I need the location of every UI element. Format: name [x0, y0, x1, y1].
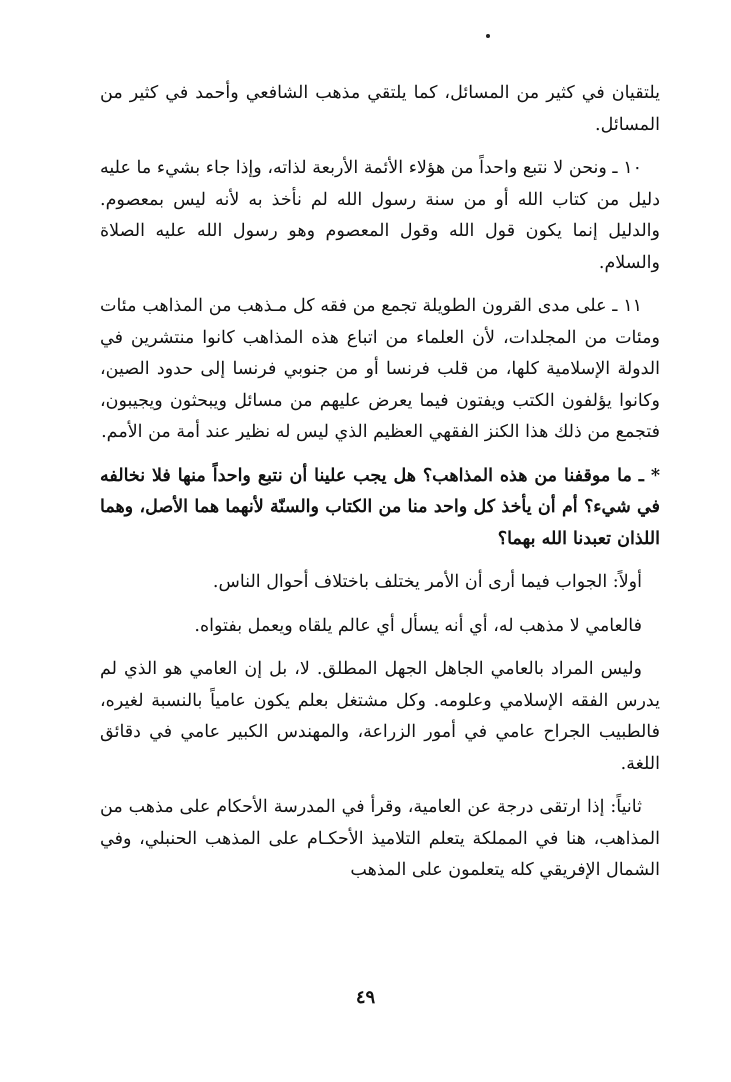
top-dot-mark: [486, 34, 490, 38]
page-number: ٤٩: [355, 987, 376, 1008]
page-body: [100, 78, 660, 899]
paragraph-continuation: يلتقيان في كثير من المسائل، كما يلتقي مذهب الشافعي وأحمد في كثير من المسائل.: [100, 83, 660, 135]
paragraph-question: * ـ ما موقفنا من هذه المذاهب؟ هل يجب علينا أن نتبع واحداً منها فلا نخالفه في شيء؟ أم أن يأخذ كل واحد منا من الكتاب والسنّة لأنهما هما الأصل، وهما اللذان تعبدنا الله بهما؟: [100, 465, 660, 549]
paragraph-layman-definition: وليس المراد بالعامي الجاهل الجهل المطلق. لا، بل إن العامي هو الذي لم يدرس الفقه الإسلامي وعلومه. وكل مشتغل بعلم يكون عامياً بالنسبة لغيره، فالطبيب الجراح عامي في أمور الزراعة، والمهندس الكبير عامي في دقائق اللغة.: [100, 659, 660, 774]
paragraph-second-answer: ثانياً: إذا ارتقى درجة عن العامية، وقرأ في المدرسة الأحكام على مذهب من المذاهب، هنا في المملكة يتعلم التلاميذ الأحكـام على المذهب الحنبلي، وفي الشمال الإفريقي كله يتعلمون على المذهب: [100, 797, 660, 880]
paragraph-first-answer: أولاً: الجواب فيما أرى أن الأمر يختلف باختلاف أحوال الناس.: [212, 572, 642, 592]
paragraph-layman: فالعامي لا مذهب له، أي أنه يسأل أي عالم يلقاه ويعمل بفتواه.: [194, 615, 642, 636]
paragraph-point-11: ١١ ـ على مدى القرون الطويلة تجمع من فقه كل مـذهب من المذاهب مئات ومئات من المجلدات، لأن العلماء من اتباع هذه المذاهب كانوا منتشرين في الدولة الإسلامية كلها، من قلب فرنسا أو من جنوبي فرنسا إلى حدود الصين، وكانوا يؤلفون الكتب ويفتون فيما يعرض عليهم من مسائل ويبحثون ويجيبون، فتجمع من ذلك هذا الكنز الفقهي العظيم الذي ليس له نظير عند أمة من الأمم.: [100, 296, 660, 442]
paragraph-point-10: ١٠ ـ ونحن لا نتبع واحداً من هؤلاء الأئمة الأربعة لذاته، وإذا جاء بشيء ما عليه دليل من كتاب الله أو من سنة رسول الله لم نأخذ به لأنه ليس بمعصوم. والدليل إنما يكون قول الله وقول المعصوم وهو رسول الله عليه الصلاة والسلام.: [100, 158, 660, 273]
